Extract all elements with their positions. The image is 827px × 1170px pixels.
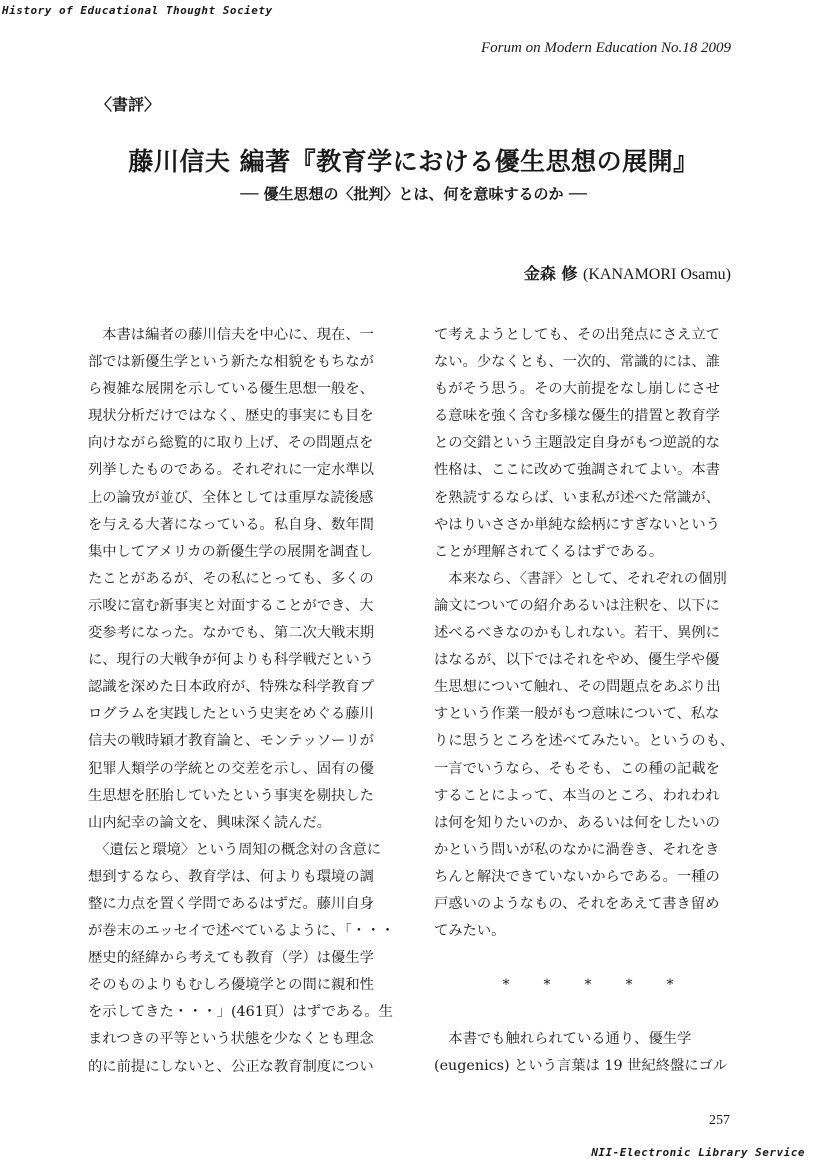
text-line: て考えようとしても、その出発点にさえ立て (434, 327, 720, 343)
text-line: ら複雑な展開を示している優生思想一般を、 (88, 381, 374, 398)
text-line: を示してきた・・・」(461頁）はずである。生 (88, 1004, 393, 1021)
text-line: 本書は編者の藤川信夫を中心に、現在、一 (88, 327, 374, 343)
journal-header: Forum on Modern Education No.18 2009 (481, 40, 731, 56)
author-name-jp: 金森 修 (523, 264, 578, 283)
text-line: が巻末のエッセイで述べているように、「・・・ (88, 923, 395, 940)
text-line: を熟読するならば、いま私が述べた常識が、 (434, 489, 720, 506)
text-line: を与える大著になっている。私自身、数年間 (88, 516, 374, 533)
text-line: 示唆に富む新事実と対面することができ、大 (88, 597, 374, 614)
text-line: 部では新優生学という新たな相貌をもちなが (88, 354, 374, 371)
separator-star: * (543, 977, 551, 994)
section-separator (434, 945, 734, 1026)
article-subtitle: ── 優生思想の〈批判〉とは、何を意味するのか ── (240, 185, 587, 203)
text-line: たことがあるが、その私にとっても、多くの (88, 570, 374, 587)
section-label: 〈書評〉 (96, 95, 161, 114)
text-line: 生思想を胚胎していたという事実を剔抉した (88, 787, 374, 804)
text-line: 山内紀幸の論文を、興味深く読んだ。 (88, 814, 332, 831)
text-line: 本来なら、〈書評〉として、それぞれの個別 (434, 570, 727, 587)
text-line: 認識を深めた日本政府が、特殊な科学教育プ (88, 679, 374, 696)
text-line: 〈遺伝と環境〉という周知の概念対の含意に (88, 841, 382, 858)
text-line: に、現行の大戦争が何よりも科学戦だという (88, 652, 374, 669)
text-line: りに思うところを述べてみたい。というのも、 (434, 733, 735, 750)
text-line: は何を知りたいのか、あるいは何をしたいの (434, 814, 720, 831)
text-line: てみたい。 (434, 923, 506, 940)
text-line: ことが理解されてくるはずである。 (434, 543, 664, 560)
text-line: 生思想について触れ、その問題点をあぶり出 (434, 679, 721, 696)
text-line: 変参考になった。なかでも、第二次大戦末期 (88, 625, 374, 642)
author-name-en: (KANAMORI Osamu) (583, 266, 731, 283)
text-line: (eugenics) という言葉は 19 世紀終盤にゴル (434, 1058, 728, 1075)
text-line: 犯罪人類学の学統との交差を示し、固有の優 (88, 760, 374, 777)
separator-star: * (584, 977, 592, 994)
text-line: る意味を強く含む多様な優生的措置と教育学 (434, 408, 720, 425)
text-line: そのものよりもむしろ優境学との間に親和性 (88, 977, 374, 994)
text-line: ない。少なくとも、一次的、常識的には、誰 (434, 354, 720, 371)
author-line (524, 261, 731, 284)
text-line: ちんと解決できていないからである。一種の (434, 868, 720, 885)
page-number: 257 (709, 1113, 730, 1128)
text-line: すという作業一般がもつ意味について、私な (434, 706, 720, 723)
text-line: することによって、本当のところ、われわれ (434, 787, 720, 804)
text-line: 列挙したものである。それぞれに一定水準以 (88, 462, 374, 479)
text-line: やはりいささか単純な絵柄にすぎないという (434, 516, 720, 533)
body-right-column (434, 322, 734, 1080)
separator-star: * (625, 977, 633, 994)
text-line: 論文についての紹介あるいは注釈を、以下に (434, 597, 720, 614)
text-line: ログラムを実践したという史実をめぐる藤川 (88, 706, 374, 723)
text-line: 戸惑いのようなもの、それをあえて書き留め (434, 895, 720, 912)
right-column-top (434, 322, 734, 945)
separator-star: * (502, 977, 510, 994)
text-line: 一言でいうなら、そもそも、この種の記載を (434, 760, 720, 777)
body-left-column (88, 322, 395, 1081)
text-line: 上の論攷が並び、全体としては重厚な読後感 (88, 489, 374, 506)
text-line: かという問いが私のなかに渦巻き、それをき (434, 841, 720, 858)
service-footer: NII-Electronic Library Service (591, 1146, 805, 1159)
text-line: 的に前提にしないと、公正な教育制度につい (88, 1058, 374, 1075)
text-line: 本書でも触れられている通り、優生学 (434, 1031, 692, 1048)
text-line: 向けながら総覧的に取り上げ、その問題点を (88, 435, 374, 452)
society-header: History of Educational Thought Society (2, 4, 273, 17)
text-line: 整に力点を置く学問であるはずだ。藤川自身 (88, 895, 374, 912)
text-line: 述べるべきなのかもしれない。若干、異例に (434, 625, 720, 642)
text-line: との交錯という主題設定自身がもつ逆説的な (434, 435, 720, 452)
text-line: 想到するなら、教育学は、何よりも環境の調 (88, 868, 374, 885)
text-line: 集中してアメリカの新優生学の展開を調査し (88, 543, 373, 560)
text-line: はなるが、以下ではそれをやめ、優生学や優 (434, 652, 720, 669)
text-line: まれつきの平等という状態を少なくとも理念 (88, 1031, 374, 1048)
text-line: 歴史的経緯から考えても教育（学）は優生学 (88, 950, 374, 967)
text-line: もがそう思う。その大前提をなし崩しにさせ (434, 381, 720, 398)
article-title: 藤川信夫 編著『教育学における優生思想の展開』 (128, 147, 699, 176)
text-line: 性格は、ここに改めて強調されてよい。本書 (434, 462, 720, 479)
separator-star: * (666, 977, 674, 994)
text-line: 信夫の戦時穎才教育論と、モンテッソーリが (88, 733, 374, 750)
right-column-bottom (434, 1026, 734, 1080)
text-line: 現状分析だけではなく、歴史的事実にも目を (88, 408, 374, 425)
